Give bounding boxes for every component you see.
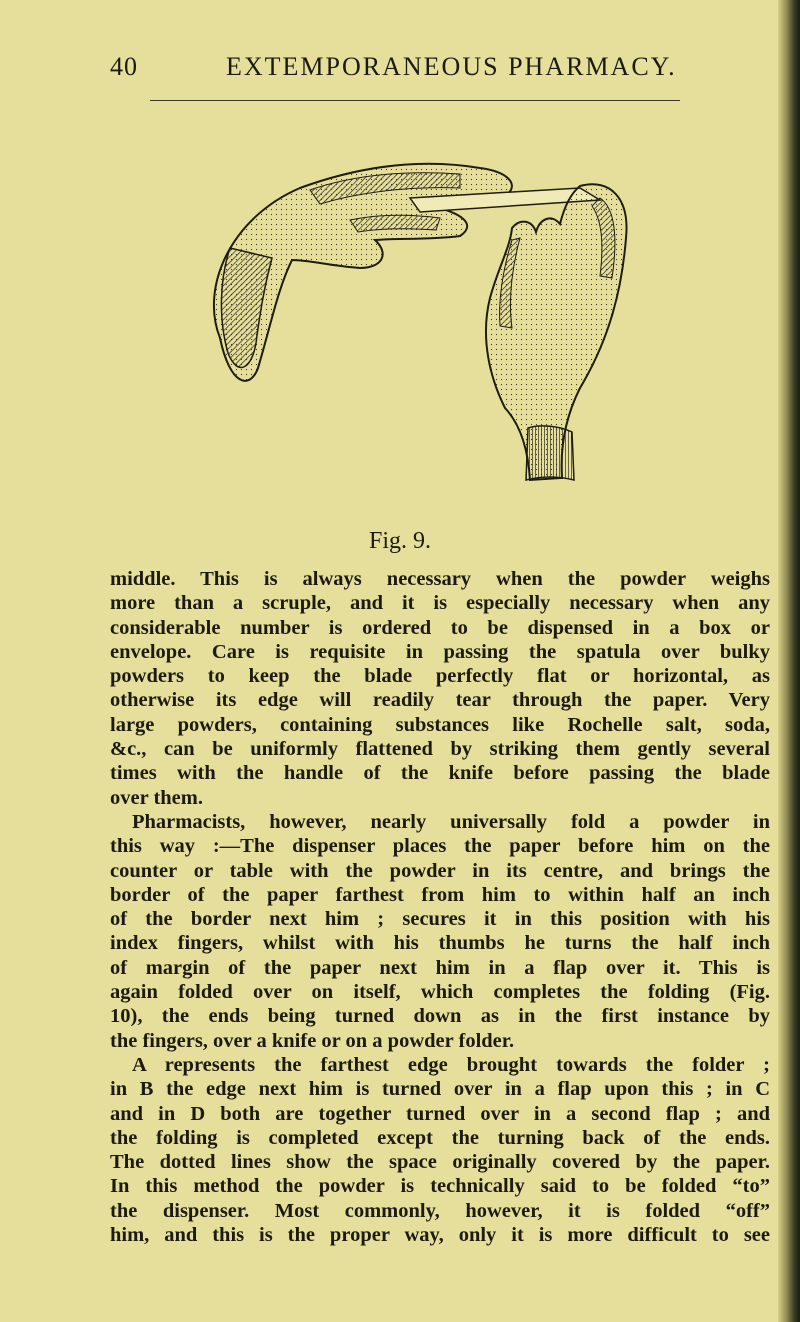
text-line: envelope. Care is requisite in passing the spatula over bulky	[110, 640, 770, 663]
text-line: middle. This is always necessary when the powder weighs	[110, 568, 770, 590]
text-line: in B the edge next him is turned over in a flap upon this ; in C	[110, 1078, 770, 1101]
text-line: The dotted lines show the space originally covered by the paper.	[110, 1151, 770, 1174]
text-line: the fingers, over a knife or on a powder folder.	[110, 1029, 515, 1052]
text-line: the folding is completed except the turning back of the ends.	[110, 1126, 770, 1149]
text-line: the dispenser. Most commonly, however, it is folded “off”	[110, 1199, 770, 1222]
header-rule	[150, 100, 680, 101]
text-line: considerable number is ordered to be dispensed in a box or	[110, 616, 770, 639]
text-line: times with the handle of the knife before passing the blade	[110, 762, 770, 785]
text-line: this way :—The dispenser places the paper before him on the	[110, 835, 770, 858]
text-line: In this method the powder is technically said to be folded “to”	[110, 1175, 770, 1198]
page-header	[110, 52, 770, 92]
body-text	[110, 567, 770, 1247]
running-head: EXTEMPORANEOUS PHARMACY.	[226, 52, 677, 81]
text-line: of the border next him ; secures it in this position with his	[110, 908, 770, 931]
text-line: of margin of the paper next him in a flap over it. This is	[110, 956, 770, 979]
text-line: border of the paper farthest from him to within half an inch	[110, 883, 770, 906]
page-edge-shadow	[778, 0, 800, 1322]
text-line: and in D both are together turned over in a second flap ; and	[110, 1102, 770, 1125]
text-line: him, and this is the proper way, only it is more difficult to see	[110, 1224, 770, 1247]
text-line: powders to keep the blade perfectly flat or horizontal, as	[110, 665, 770, 688]
text-line: counter or table with the powder in its centre, and brings the	[110, 859, 770, 882]
hands-illustration	[160, 128, 680, 508]
text-line: otherwise its edge will readily tear through the paper. Very	[110, 689, 770, 712]
page-number: 40	[110, 52, 138, 81]
text-line: Pharmacists, however, nearly universally fold a powder in	[132, 810, 770, 833]
text-line: A represents the farthest edge brought towards the folder ;	[132, 1053, 770, 1076]
text-line: large powders, containing substances like Rochelle salt, soda,	[110, 713, 770, 736]
text-line: 10), the ends being turned down as in the first instance by	[110, 1005, 770, 1028]
text-line: again folded over on itself, which completes the folding (Fig.	[110, 981, 770, 1004]
figure-hands-folding-paper	[160, 128, 680, 508]
text-line: more than a scruple, and it is especially necessary when any	[110, 592, 770, 615]
text-line: &c., can be uniformly flattened by striking them gently several	[110, 738, 770, 761]
figure-caption: Fig. 9.	[368, 528, 431, 554]
text-line: index fingers, whilst with his thumbs he turns the half inch	[110, 932, 770, 955]
text-line: over them.	[110, 786, 203, 809]
